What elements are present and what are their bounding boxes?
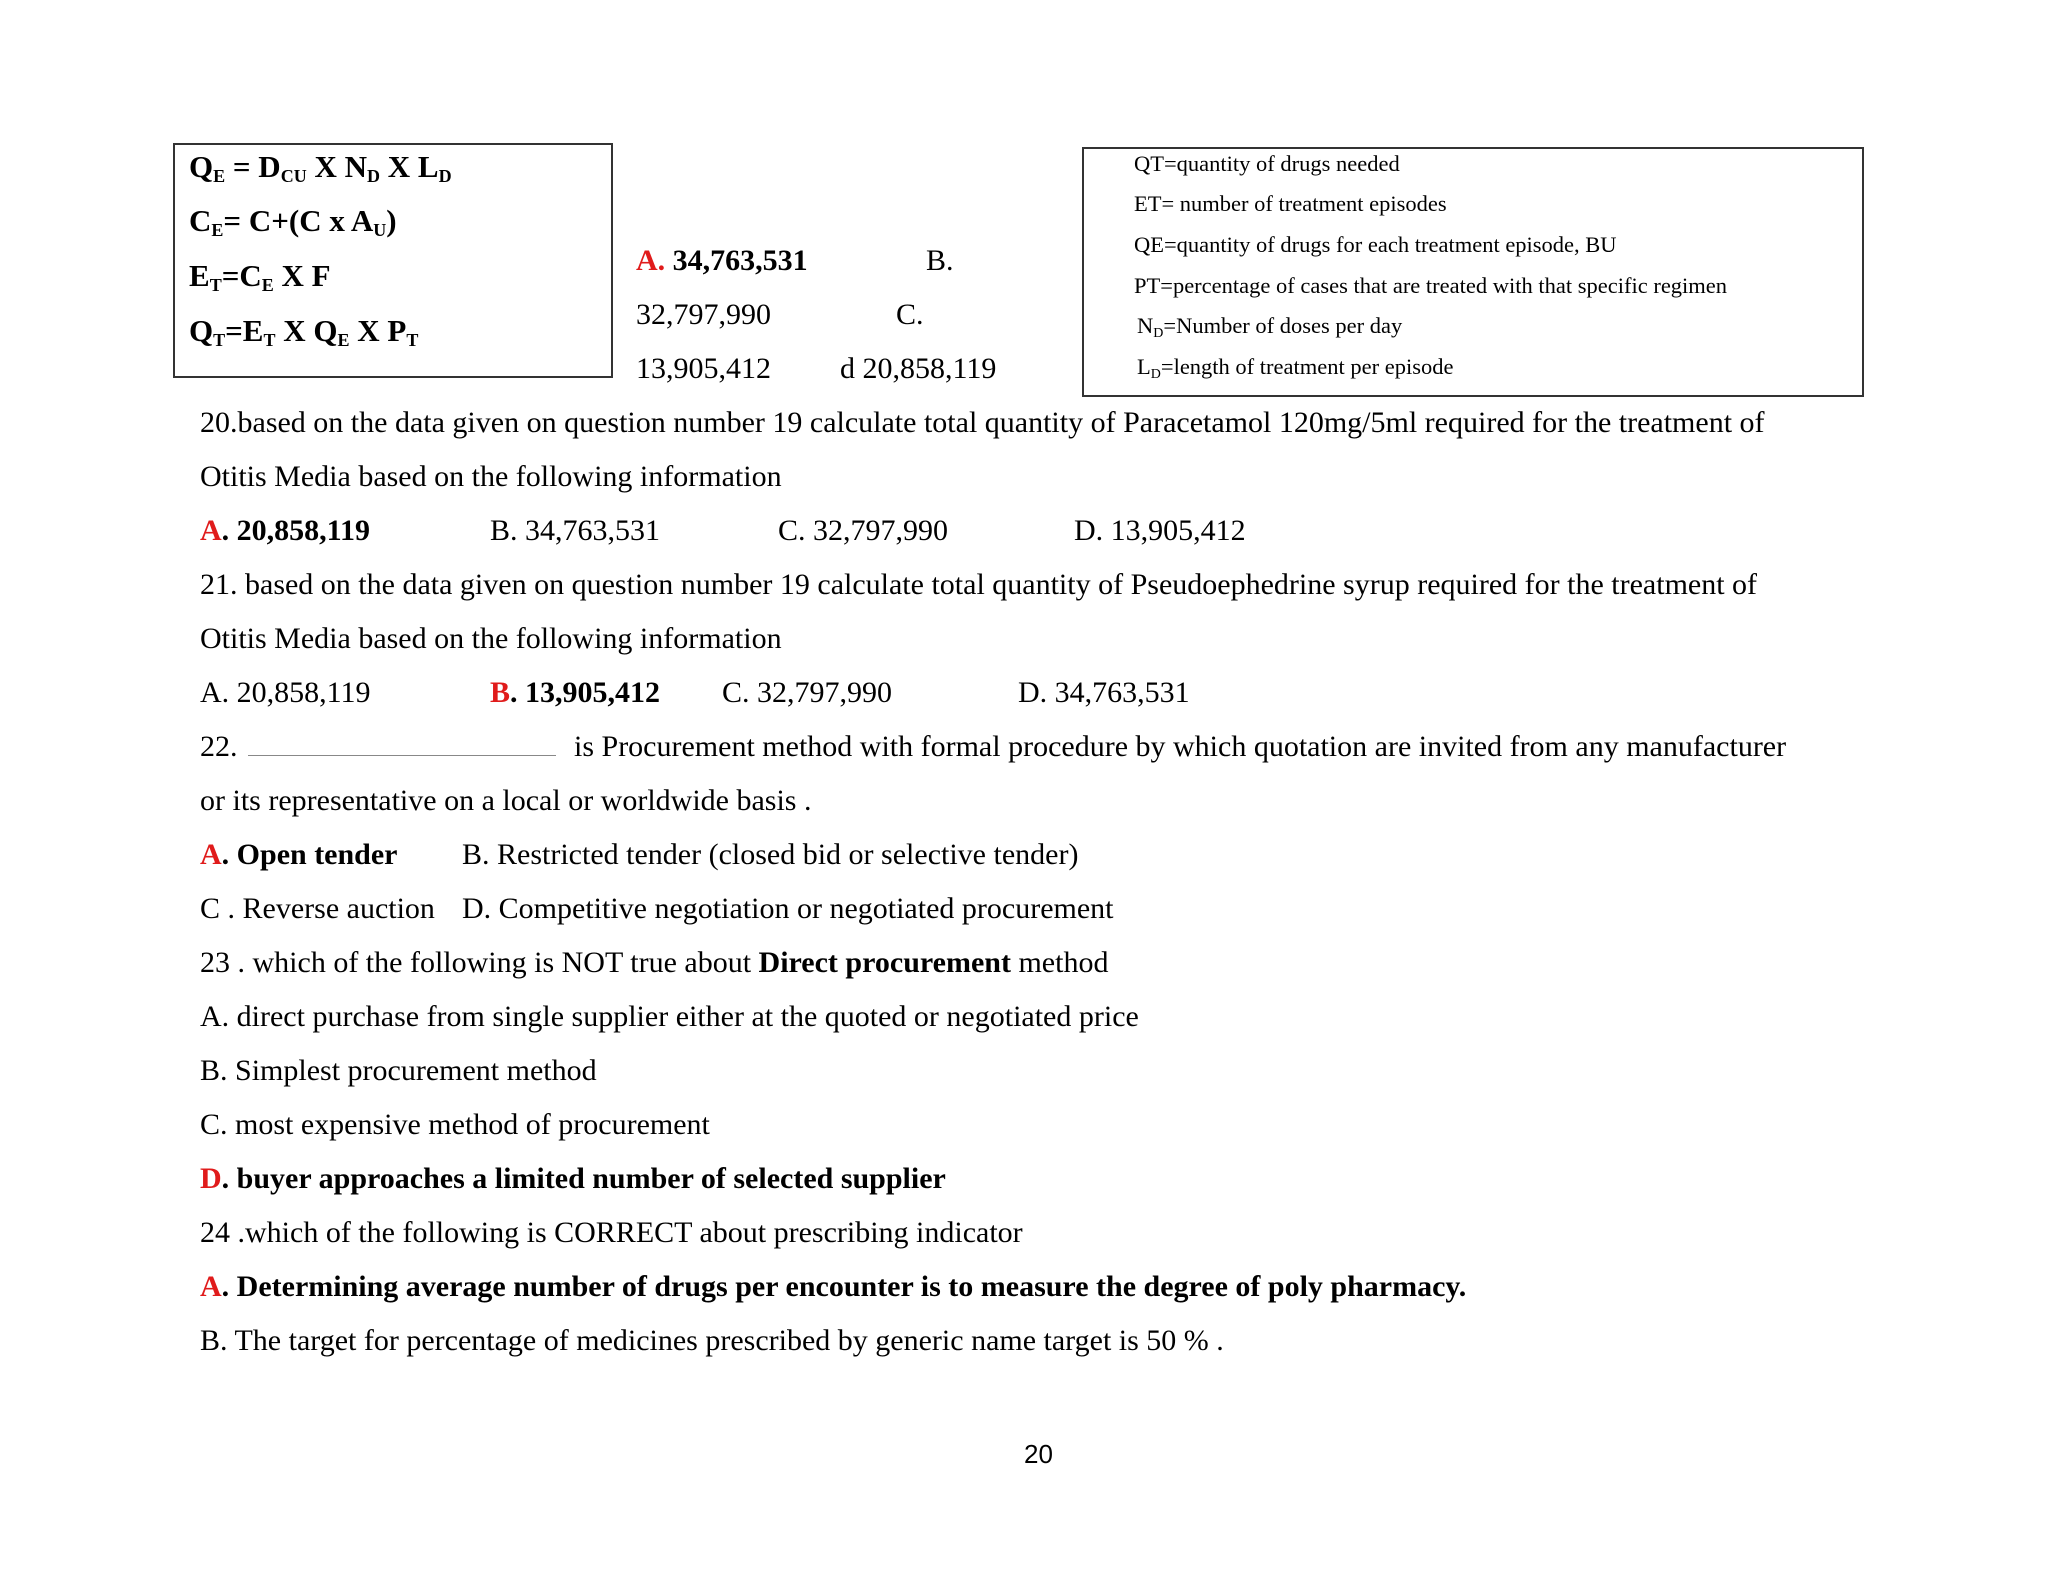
q22-option-c: C . Reverse auction <box>200 892 435 925</box>
q20-stem-line2: Otitis Media based on the following information <box>200 460 782 493</box>
q21-stem-line2: Otitis Media based on the following information <box>200 622 782 655</box>
legend-nd: $N_D=Number$ of doses per day <box>1137 313 1403 341</box>
q23-option-a: A. direct purchase from single supplier either at the quoted or negotiated price <box>200 1000 1139 1033</box>
formula-qt: $Q_T=E_T$ X $Q_E$ X $P_T$ <box>189 313 419 350</box>
q22-stem-line1: is Procurement method with formal procedure by which quotation are invited from any manufacturer <box>574 730 1787 763</box>
q19-option-c-value: 13,905,412 <box>636 352 771 385</box>
q20-stem-line1: 20.based on the data given on question number 19 calculate total quantity of Paracetamol 120mg/5ml required for the treatment of <box>200 406 1765 439</box>
formula-qe: $Q_E = D_{CU}$ X $N_D$ X $L_D$ <box>189 149 452 186</box>
q19-option-b-letter: B. <box>926 244 954 277</box>
q24-stem: 24 .which of the following is CORRECT about prescribing indicator <box>200 1216 1023 1249</box>
q23-stem: 23 . which of the following is NOT true about Direct procurement method <box>200 946 1109 979</box>
q20-option-c: C. 32,797,990 <box>778 514 949 547</box>
q23-option-d: D. buyer approaches a limited number of selected supplier <box>200 1162 946 1195</box>
legend-pt: PT=percentage of cases that are treated with that specific regimen <box>1134 273 1728 298</box>
q20-option-a: A. 20,858,119 <box>200 514 371 547</box>
q20-option-b: B. 34,763,531 <box>490 514 661 547</box>
q24-option-b: B. The target for percentage of medicines prescribed by generic name target is 50 % . <box>200 1324 1224 1357</box>
q23-option-c: C. most expensive method of procurement <box>200 1108 710 1141</box>
q22-stem-line2: or its representative on a local or worldwide basis . <box>200 784 812 817</box>
q21-option-a: A. 20,858,119 <box>200 676 371 709</box>
q19-option-c-letter: C. <box>896 298 924 331</box>
legend-qe: QE=quantity of drugs for each treatment episode, BU <box>1134 232 1617 257</box>
q22-blank <box>248 729 556 765</box>
legend-et: ET= number of treatment episodes <box>1134 191 1447 216</box>
q20-option-d: D. 13,905,412 <box>1074 514 1246 547</box>
q23-option-b: B. Simplest procurement method <box>200 1054 597 1087</box>
q19-option-b-value: 32,797,990 <box>636 298 771 331</box>
formula-et: $E_T=C_E$ X F <box>189 258 331 295</box>
q19-option-d: d 20,858,119 <box>840 352 997 385</box>
legend-box <box>1082 147 1864 397</box>
formula-box <box>173 143 613 378</box>
q21-option-c: C. 32,797,990 <box>722 676 893 709</box>
legend-ld: $L_D=length$ of treatment per episode <box>1137 354 1454 382</box>
q22-option-b: B. Restricted tender (closed bid or selective tender) <box>462 838 1079 871</box>
q21-option-d: D. 34,763,531 <box>1018 676 1190 709</box>
legend-qt: QT=quantity of drugs needed <box>1134 151 1400 176</box>
q22-number: 22. <box>200 730 238 763</box>
q21-option-b: B. 13,905,412 <box>490 676 661 709</box>
q19-option-a: A. 34,763,531 <box>636 244 808 277</box>
q22-option-a: A. Open tender <box>200 838 398 871</box>
q22-option-d: D. Competitive negotiation or negotiated procurement <box>462 892 1114 925</box>
formula-ce: $C_E= C+(C$ x $A_U$) <box>189 203 397 240</box>
page-number: 20 <box>1024 1439 1053 1469</box>
q21-stem-line1: 21. based on the data given on question number 19 calculate total quantity of Pseudoephedrine syrup required for the treatment of <box>200 568 1758 601</box>
q24-option-a: A. Determining average number of drugs per encounter is to measure the degree of poly pharmacy. <box>200 1270 1467 1303</box>
